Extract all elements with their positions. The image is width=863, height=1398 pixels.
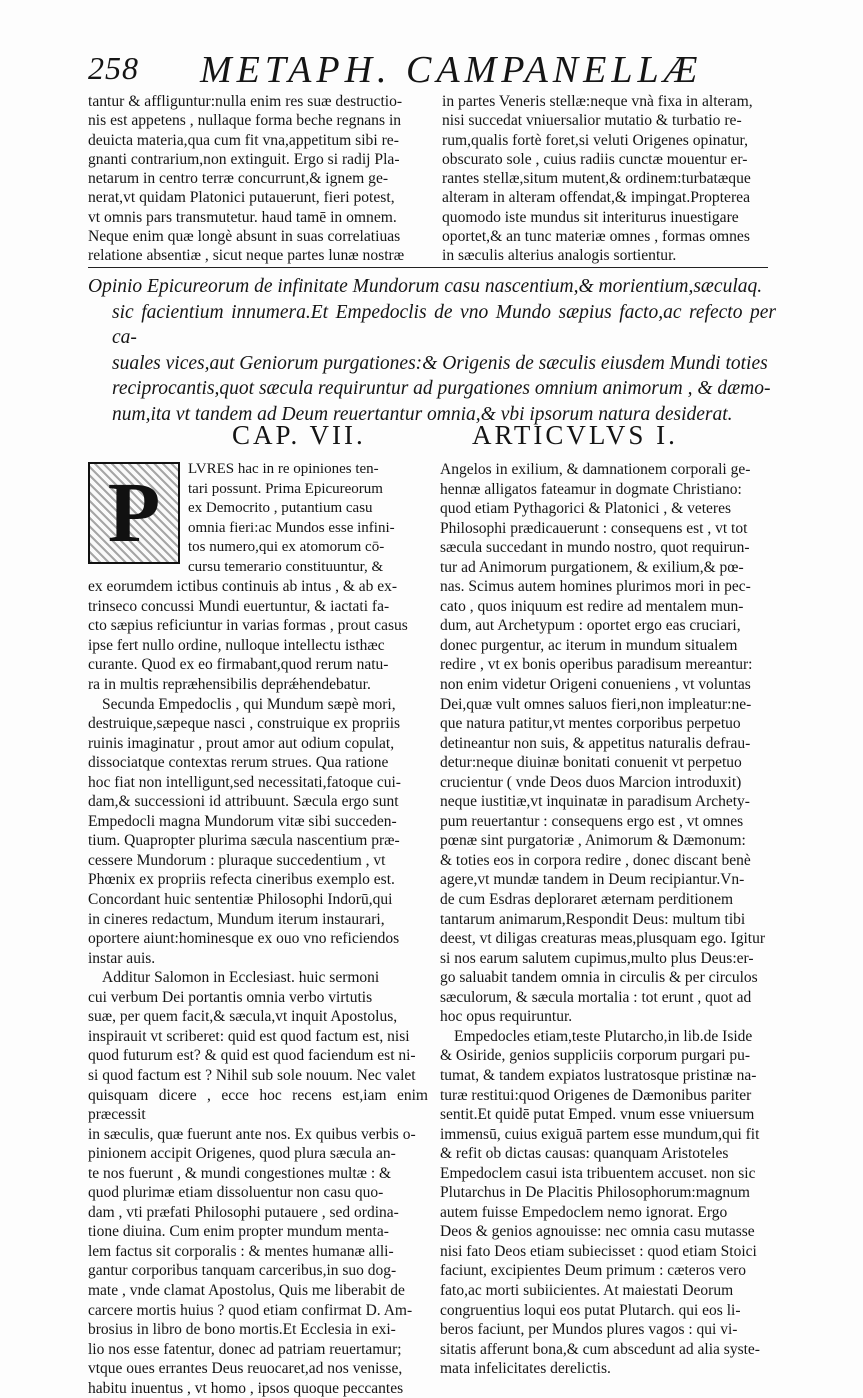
text-line: instar auis. [88,949,156,967]
text-line: detineantur non suis, & appetitus naturalis defrau- [440,734,751,752]
text-line: Phœnix ex propriis refecta cineribus exemplo est. [88,871,395,889]
text-line: ipse fert nullo ordine, nulloque intellectu isthæc [88,636,385,654]
text-line: cessere Mundorum : pluraque succedentium , vt [88,851,386,869]
text-line: habitu inuentus , vt homo , ipsos quoque peccantes [88,1379,404,1397]
text-line: autem fuisse Empedoclem nemo ignorat. Ergo [440,1203,728,1221]
summary-line: num,ita vt tandem ad Deum reuertantur omnia,& vbi ipsorum natura desiderat. [112,403,733,425]
text-line: cursu temerario constituuntur, & [188,558,384,575]
text-line: relatione absentiæ , sicut neque partes lunæ nostræ [88,247,405,265]
text-line: mate , vnde clamat Apostolus, Quis me liberabit de [88,1281,405,1299]
text-line: tari possunt. Prima Epicureorum [188,480,383,497]
article-number: ARTICVLVS I. [472,420,678,450]
text-line: vtque oues errantes Deus reuocaret,ad nos venisse, [88,1360,403,1378]
text-line: rum,qualis fortè foret,si veluti Origenes opinatur, [442,131,748,149]
text-line: Secunda Empedoclis , qui Mundum sæpè mori, [102,695,396,713]
text-line: gantur corporibus tanquam carceribus,in suo dog- [88,1262,397,1280]
text-line: te nos fuerunt , & mundi congestiones multæ : & [88,1164,392,1182]
decorated-initial [88,462,180,564]
text-line: ex Democrito , putantium casu [188,500,373,517]
text-line: rantes stellæ,situm mutent,& ordinem:turbatæque [442,170,751,188]
page-number: 258 [88,50,139,86]
text-line: cto sæpius reficiuntur in varias formas , prout casus [88,617,408,635]
text-line: dissociatque contextas rerum strues. Qua ratione [88,754,389,772]
text-line: ex eorumdem ictibus continuis ab intus , & ab ex- [88,578,398,596]
text-line: beros faciunt, per Mundos plures vagos : qui vi- [440,1321,738,1339]
text-line: redire , vt ex bonis operibus paradisum mereantur: [440,656,753,674]
text-line: deuicta materia,qua cum fit vna,appetitum sibi re- [88,131,399,149]
text-line: oportere aiunt:hominesque ex ouo vno reficiendos [88,930,400,948]
text-line: sæculorum, & sæcula mortalia : tot erunt , quot ad [440,988,752,1006]
text-line: Dei,quæ vult omnes saluos fieri,non impleatur:ne- [440,695,752,713]
text-line: tos numero,qui ex atomorum cō- [188,539,385,556]
text-line: tium. Quapropter plurima sæcula nascentium præ- [88,832,400,850]
text-line: Empedoclem casui ista tribuentem accuset. non sic [440,1164,756,1182]
text-line: dam,& successioni id attribuunt. Sæcula ergo sunt [88,793,399,811]
text-line: tione diuina. Cum enim propter mundum mentа- [88,1223,389,1241]
text-line: Angelos in exilium, & damnationem corporali ge- [440,461,751,478]
text-line: cui verbum Dei portantis omnia verbo virtutis [88,988,373,1006]
text-line: Deos & genios agnouisse: nec omnia casu mutasse [440,1223,755,1241]
text-line: pum reuertantur : consequens ergo est , vt omnes [440,812,744,830]
text-line: LVRES hac in re opiniones ten- [188,461,379,477]
text-line: nerat,vt quidam Platonici putauerunt, fieri potest, [88,189,395,207]
text-line: hoc opus requiruntur. [440,1008,573,1026]
text-line: tumat, & tandem expiatos lustratosque pristinæ na- [440,1066,757,1084]
text-line: destruique,sæpeque nasci , construique ex propriis [88,715,401,733]
summary-line: reciprocantis,quot sæcula requiruntur ad purgationes omnium animorum , & dæmo- [112,378,771,400]
section-divider [88,267,768,268]
text-line: congruentius loqui eos putat Plutarch. qui eos li- [440,1301,741,1319]
text-line: turæ restitui:quod Origenes de Dæmonibus pariter [440,1086,752,1104]
text-line: suæ, per quem facit,& sæcula,vt inquit Apostolus, [88,1008,398,1026]
body-right-column [440,460,776,1379]
text-line: oportet,& an tunc materiæ omnes , formas omnes [442,228,750,246]
text-line: nisi succedat vniuersalior mutatio & turbatio re- [442,112,742,130]
text-line: hoc fiat non intelligunt,sed necessitati,fatoque cui- [88,773,401,791]
text-line: fato,ac morti subiicientes. At maiestati Deorum [440,1281,734,1299]
text-line: pinionem accipit Origenes, quod plura sæcula an- [88,1145,396,1163]
text-line: non enim videtur Origeni conueniens , vt voluntas [440,676,751,694]
text-line: Neque enim quæ longè absunt in suas correlatiuas [88,228,401,246]
text-line: crucientur ( vnde Deos duos Marcion introduxit) [440,773,742,791]
text-line: de cum Esdras deploraret æternam perditionem [440,891,734,909]
text-line: carcere mortis huius ? quod etiam confirmat D. Am- [88,1301,413,1319]
text-line: Empedocles etiam,teste Plutarcho,in lib.de Iside [454,1027,753,1045]
text-line: netarum in centro terræ concurrunt,& ignem ge- [88,170,389,188]
text-line: mata infelicitates derelictis. [440,1360,611,1378]
text-line: go saluabit tandem omnia in circulis & per circulos [440,969,758,987]
chapter-heading [232,420,752,451]
body-left-column [88,460,428,1398]
text-line: nisi fato Deos etiam subiecisset : quod etiam Stoici [440,1242,757,1260]
text-line: & Osiride, genios suppliciis corporum purgari pu- [440,1047,751,1065]
text-line: agere,vt mundæ tandem in Deum recipiantur.Vn- [440,871,745,889]
text-line: curante. Quod ex eo firmabant,quod rerum natu- [88,656,389,674]
summary-line: suales vices,aut Geniorum purgationes:& Origenis de sæculis eiusdem Mundi toties [112,352,768,374]
text-line: Empedocli magna Mundorum vitæ sibi succeden- [88,812,397,830]
text-line: trinseco concussi Mundi euertuntur, & iactati fa- [88,597,390,615]
top-right-column [442,92,772,266]
initial-letter: P [90,464,178,562]
text-line: si nos earum salutem cupimus,multo plus Deus:er- [440,949,754,967]
text-line: deest, vt diligas creaturas meas,plusquam ego. Igitur [440,930,765,948]
text-line: ruinis imaginatur , prout amor aut odium copulat, [88,734,395,752]
text-line: quomodo iste mundus sit interiturus inuestigare [442,208,739,226]
text-line: tantur & affliguntur:nulla enim res suæ destructio- [88,93,403,110]
text-line: pœnæ sint purgatoriæ , Animorum & Dæmonum: [440,832,746,850]
text-line: hennæ alligatos fateamur in dogmate Christiano: [440,480,742,498]
page-header [88,48,788,92]
text-line: brosius in libro de bono mortis.Et Ecclesia in exi- [88,1321,396,1339]
text-line: Concordant huic sententiæ Philosophi Indorū,qui [88,891,393,909]
text-line: gnanti contrarium,non extinguit. Ergo si radij Pla- [88,150,400,168]
chapter-summary [88,274,776,428]
text-line: nis est appetens , nullaque forma beche regnans in [88,112,402,130]
running-title: METAPH. CAMPANELLÆ [200,49,703,91]
text-line: inspirauit vt scriberet: quid est quod factum est, nisi [88,1027,410,1045]
text-line: alteram in alteram offendat,& impingat.Propterea [442,189,751,207]
text-line: vt omnis pars transmutetur. haud tamē in omnem. [88,208,397,226]
text-line: Additur Salomon in Ecclesiast. huic sermoni [102,969,380,987]
text-line: sæcula succedant in mundo nostro, quot requirun- [440,539,750,557]
text-line: & toties eos in corpora redire , donec discant benè [440,851,751,869]
text-line: sentit.Et quidē putat Emped. vnum esse vniuersum [440,1106,755,1124]
chapter-number: CAP. VII. [232,420,366,450]
text-line: in cineres redactum, Mundum iterum instaurari, [88,910,385,928]
text-line: lio nos esse fatentur, donec ad patriam reuertamur; [88,1340,402,1358]
summary-line: Opinio Epicureorum de infinitate Mundorum casu nascentium,& morientium,sæculaq. [88,276,763,297]
text-line: & refit ob dictas causas: quanquam Aristoteles [440,1145,729,1163]
text-line: sitatis afferunt bona,& cum abscedunt ad alia syste- [440,1340,760,1358]
text-line: in sæculis, quæ fuerunt ante nos. Ex quibus verbis o- [88,1125,416,1143]
text-line: immensū, cuius exiguā partem esse mundum,qui fit [440,1125,760,1143]
text-line: dum, aut Archetypum : oportet ergo eas cruciari, [440,617,741,635]
text-line: cato , quos iniquum est redire ad mentalem mun- [440,597,744,615]
text-line: lem factus sit corporalis : & mentes humanæ alli- [88,1242,394,1260]
text-line: dam , vti præfati Philosophi putauere , sed ordina- [88,1203,399,1221]
text-line: obscurato sole , cuius radiis cunctæ mouentur er- [442,150,748,168]
summary-line: sic facientium innumera.Et Empedoclis de vno Mundo sæpius facto,ac refecto per ca- [112,301,776,349]
text-line: tur ad Animorum purgationem, & exilium,& pœ- [440,558,744,576]
text-line: donec purgentur, ac iterum in mundum situalem [440,636,738,654]
text-line: tantarum animarum,Respondit Deus: multum tibi [440,910,746,928]
text-line: Philosophi prædicauerunt : consequens est , vt tot [440,519,748,537]
text-line: quod plurimæ etiam dissoluentur non casu quo- [88,1184,384,1202]
text-line: quisquam dicere , ecce hoc recens est,iam enim præcessit [88,1086,428,1124]
text-line: omnia fieri:ac Mundos esse infini- [188,519,395,536]
text-line: quod futurum est? & quid est quod faciendum est ni- [88,1047,416,1065]
text-line: nas. Scimus autem homines plurimos mori in pec- [440,578,751,596]
text-line: neque iustitiæ,vt inquinatæ in paradisum Archety- [440,793,750,811]
top-left-column [88,92,424,266]
text-line: faciunt, excipientes Deum primum : cæteros vero [440,1262,747,1280]
text-line: detur:neque diuinæ bonitati conuenit vt perpetuo [440,754,742,772]
text-line: quod etiam Pythagorici & Platonici , & veteres [440,500,731,518]
text-line: in sæculis alterius analogis sortientur. [442,247,677,265]
text-line: Plutarchus in De Placitis Philosophorum:magnum [440,1184,750,1202]
text-line: ra in multis repræhensibilis deprǽhendebatur. [88,676,371,694]
text-line: que natura patitur,vt mentes corporibus perpetuo [440,715,741,733]
text-line: in partes Veneris stellæ:neque vnà fixa in alteram, [442,93,753,110]
text-line: si quod factum est ? Nihil sub sole nouum. Nec valet [88,1066,416,1084]
